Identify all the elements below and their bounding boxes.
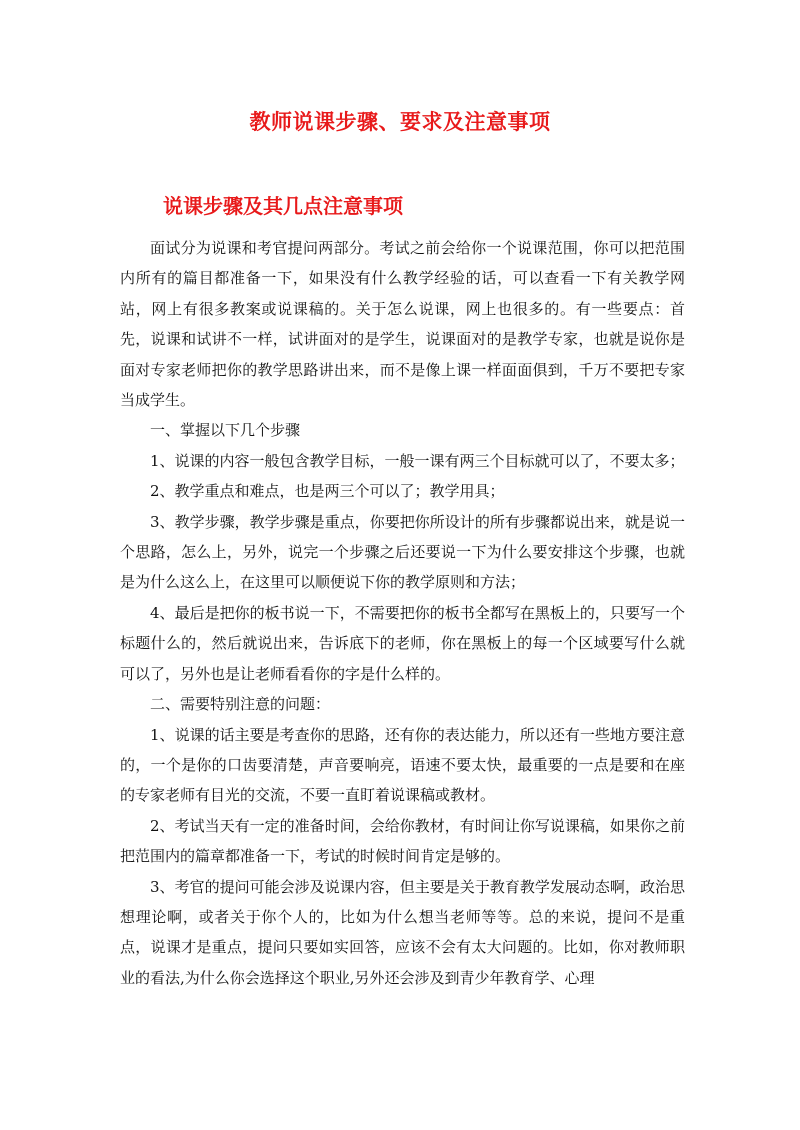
paragraph-step-1: 1、说课的内容一般包含教学目标，一般一课有两三个目标就可以了，不要太多； [150,451,685,470]
paragraph-note-1: 1、说课的话主要是考查你的思路，还有你的表达能力，所以还有一些地方要注意的，一个是你的口齿要清楚，声音要响亮，语速不要太快，最重要的一点是要和在座的专家老师有目光的交流，不要一直盯着说课稿或教材。 [120,725,685,805]
paragraph-step-4: 4、最后是把你的板书说一下，不需要把你的板书全都写在黑板上的，只要写一个标题什么的，然后就说出来，告诉底下的老师，你在黑板上的每一个区域要写什么就可以了，另外也是让老师看看你的字是什么样的。 [120,603,685,683]
paragraph-note-2: 2、考试当天有一定的准备时间，会给你教材，有时间让你写说课稿，如果你之前把范围内的篇章都准备一下，考试的时候时间肯定是够的。 [120,816,685,866]
paragraph-note-3: 3、考官的提问可能会涉及说课内容，但主要是关于教育教学发展动态啊，政治思想理论啊，或者关于你个人的，比如为什么想当老师等等。总的来说，提问不是重点，说课才是重点，提问只要如实回答，应该不会有太大问题的。比如，你对教师职业的看法,为什么你会选择这个职业,另外还会涉及到青少年教育学、心理 [120,877,685,987]
paragraph-intro: 面试分为说课和考官提问两部分。考试之前会给你一个说课范围，你可以把范围内所有的篇目都准备一下，如果没有什么教学经验的话，可以查看一下有关教学网站，网上有很多教案或说课稿的。关于怎么说课，网上也很多的。有一些要点：首先，说课和试讲不一样，试讲面对的是学生，说课面对的是教学专家，也就是说你是面对专家老师把你的教学思路讲出来，而不是像上课一样面面俱到，千万不要把专家当成学生。 [120,239,685,410]
paragraph-step-2: 2、教学重点和难点，也是两三个可以了；教学用具； [150,482,505,501]
document-body [120,233,685,993]
section-heading-notes: 二、需要特别注意的问题： [150,695,331,714]
document-title: 教师说课步骤、要求及注意事项 [249,109,551,134]
section-heading-steps: 一、掌握以下几个步骤 [150,421,301,440]
paragraph-step-3: 3、教学步骤，教学步骤是重点，你要把你所设计的所有步骤都说出来，就是说一个思路，怎么上，另外，说完一个步骤之后还要说一下为什么要安排这个步骤，也就是为什么这么上，在这里可以顺便说下你的教学原则和方法； [120,512,685,592]
document-subtitle: 说课步骤及其几点注意事项 [163,194,403,218]
